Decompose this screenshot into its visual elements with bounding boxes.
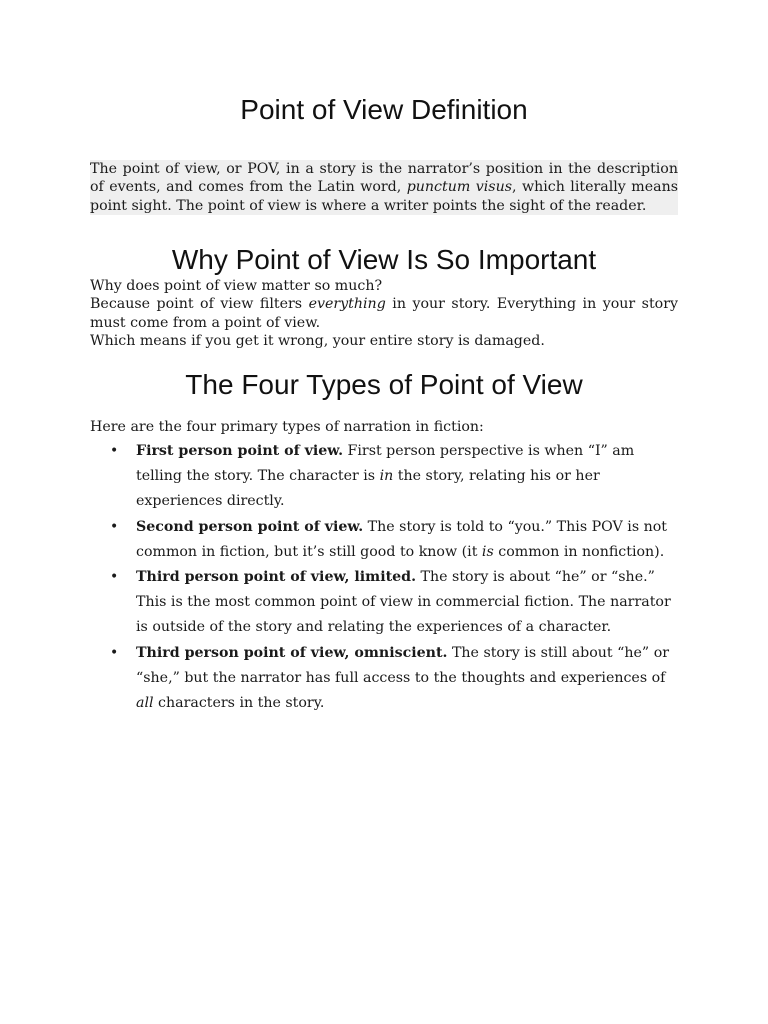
item-text: First person perspective is when “I” am telling the story. The character is xyxy=(136,443,635,485)
item-title: First person point of view. xyxy=(136,443,344,459)
list-item xyxy=(90,565,678,641)
bullet-icon: • xyxy=(110,569,119,586)
bullet-icon: • xyxy=(110,644,119,661)
definition-latin-term: punctum visus xyxy=(406,179,512,196)
bullet-icon: • xyxy=(110,443,119,459)
item-emphasis: is xyxy=(481,543,494,560)
section-heading-importance: Why Point of View Is So Important xyxy=(171,244,597,275)
types-list xyxy=(90,439,678,716)
item-text: The story is still about “he” or “she,” but the narrator has full access to the thoughts and experiences of xyxy=(136,644,670,686)
item-text-end: characters in the story. xyxy=(153,695,325,712)
definition-paragraph xyxy=(90,160,678,215)
importance-question: Why does point of view matter so much? xyxy=(90,278,383,294)
item-text: The story is about “he” or “she.” This is the most common point of view in commercial fiction. The narrator is outside of the story and relating the experiences of a character. xyxy=(136,569,671,636)
bullet-icon: • xyxy=(110,518,119,535)
section-heading-types: The Four Types of Point of View xyxy=(185,369,583,400)
importance-body xyxy=(90,277,678,350)
item-text-end: common in nonfiction). xyxy=(493,543,665,560)
item-text-end: the story, relating his or her experiences directly. xyxy=(136,468,600,510)
importance-answer-start: Because point of view filters xyxy=(90,296,309,313)
item-text: The story is told to “you.” This POV is not common in fiction, but it’s still good to know (it xyxy=(136,518,667,560)
item-emphasis: all xyxy=(136,695,154,712)
types-intro: Here are the four primary types of narration in fiction: xyxy=(90,419,484,435)
page-title: Point of View Definition xyxy=(240,94,528,125)
item-emphasis: in xyxy=(379,468,394,485)
importance-emphasis: everything xyxy=(308,296,386,313)
importance-answer xyxy=(90,295,678,332)
item-title: Second person point of view. xyxy=(136,518,364,535)
importance-answer-end: in your story. Everything in your story must come from a point of view. xyxy=(90,296,678,331)
item-title: Third person point of view, omniscient. xyxy=(136,644,448,661)
list-item xyxy=(90,515,678,565)
item-title: Third person point of view, limited. xyxy=(136,569,417,586)
definition-text-start: The point of view, or POV, in a story is the narrator’s position in the description of events, and comes from the Latin word, xyxy=(90,161,678,196)
importance-consequence: Which means if you get it wrong, your entire story is damaged. xyxy=(90,332,545,349)
list-item xyxy=(90,439,678,515)
definition-text-end: , which literally means point sight. The point of view is where a writer points the sight of the reader. xyxy=(90,179,678,214)
list-item xyxy=(90,641,678,717)
